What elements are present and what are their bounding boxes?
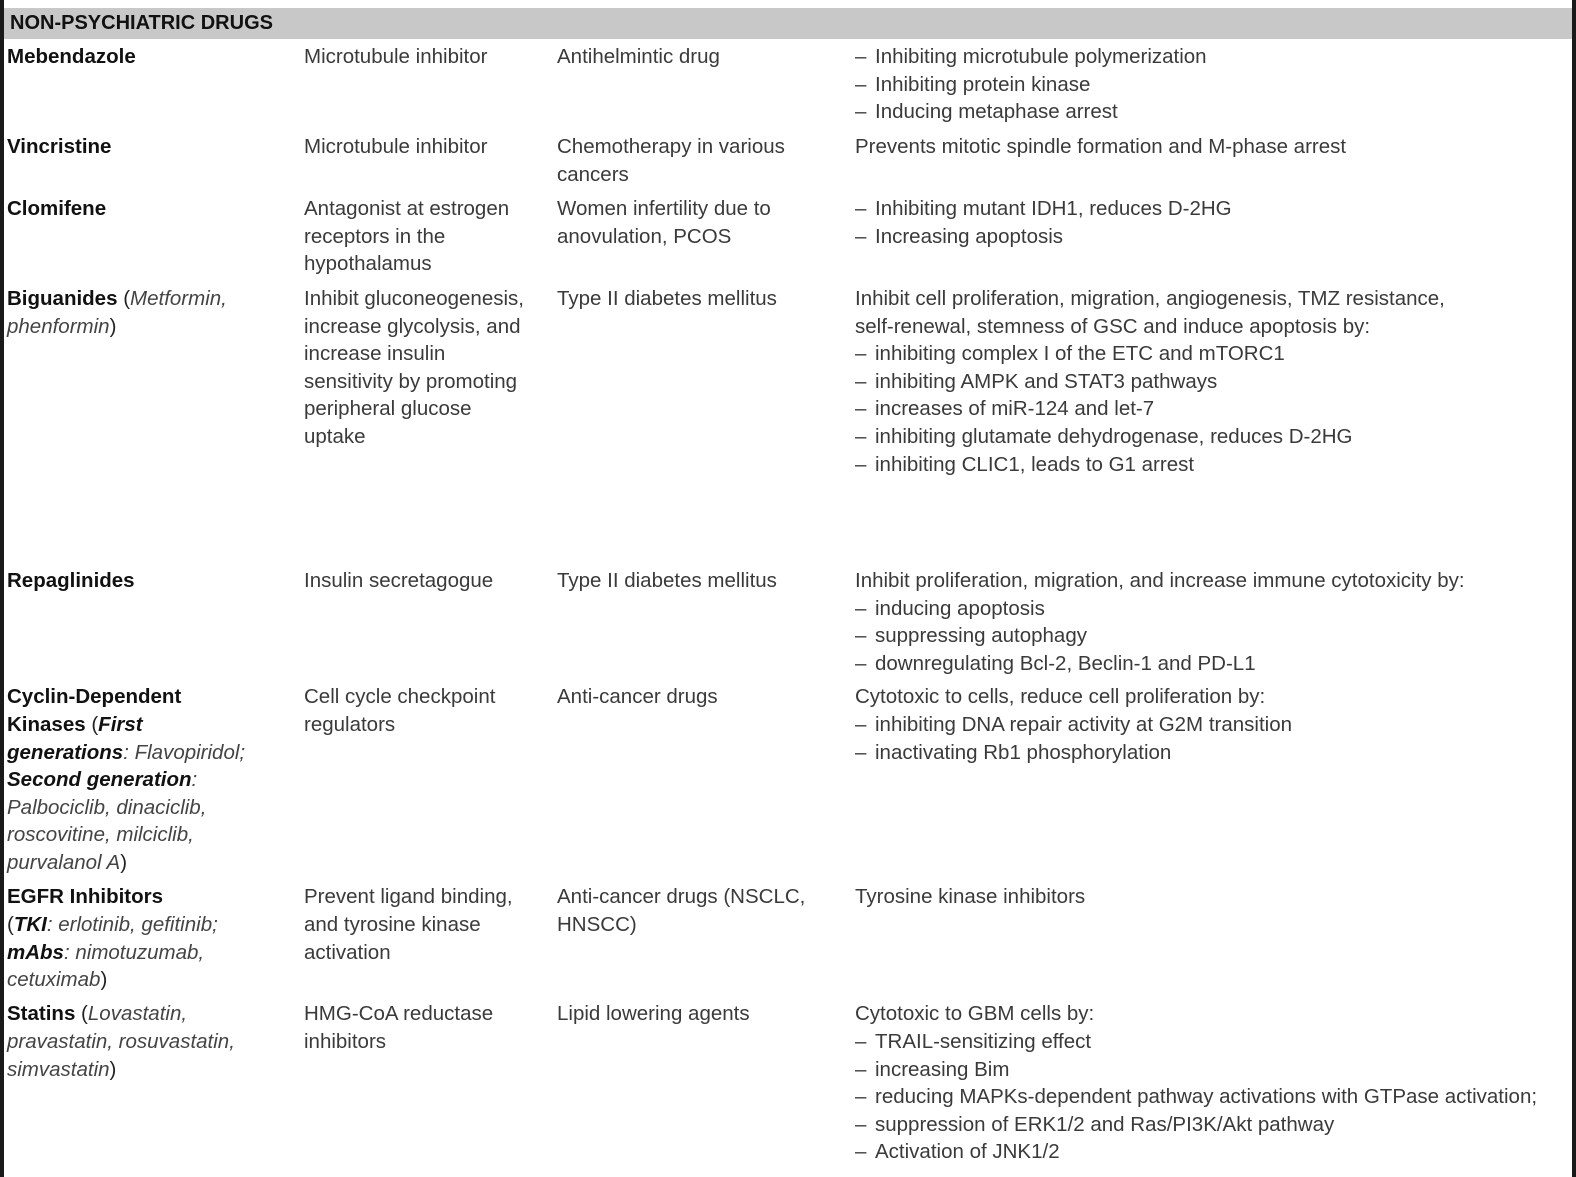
drug-name-bold: Statins xyxy=(7,1002,76,1026)
mechanism-intro: Cytotoxic to GBM cells by: xyxy=(855,1002,1095,1026)
table-row xyxy=(4,683,1570,883)
drug-use-cell xyxy=(554,195,852,285)
drug-use-cell xyxy=(554,883,852,1000)
drug-class-line: peripheral glucose xyxy=(304,397,472,421)
drug-name-line xyxy=(7,1056,301,1084)
drug-name-line xyxy=(7,939,301,967)
mechanism-item: – TRAIL-sensitizing effect xyxy=(855,1028,1570,1056)
drug-class-line: Microtubule inhibitor xyxy=(304,45,488,68)
drug-name-bold: Kinases xyxy=(7,712,86,736)
mechanism-intro: Tyrosine kinase inhibitors xyxy=(855,885,1086,909)
drug-name-italic: Lovastatin, xyxy=(87,1002,188,1026)
drug-name-bold-italic: Second generation xyxy=(7,768,192,792)
table-row xyxy=(4,1000,1570,1172)
mechanism-item: – increases of miR-124 and let-7 xyxy=(855,395,1570,423)
drug-name-bold: EGFR Inhibitors xyxy=(7,885,164,909)
drug-class-line: receptors in the xyxy=(304,224,446,248)
drug-name-bold-italic: generations xyxy=(7,740,124,764)
mechanism-list xyxy=(855,595,1570,678)
mechanism-item: – reducing MAPKs-dependent pathway activations with GTPase activation; xyxy=(855,1083,1570,1111)
drug-class-line: regulators xyxy=(304,712,396,736)
mechanism-list xyxy=(855,43,1570,126)
mechanism-list xyxy=(855,711,1570,766)
drug-class-cell xyxy=(301,567,554,683)
drug-class-cell xyxy=(301,133,554,195)
drug-class-line: Antagonist at estrogen xyxy=(304,197,510,220)
drug-class-cell xyxy=(301,883,554,1000)
drug-name-cell xyxy=(4,195,301,285)
drug-name-bold: Cyclin-Dependent xyxy=(7,685,182,709)
drug-name-line xyxy=(7,43,301,71)
drug-name-line xyxy=(7,133,301,161)
drug-class-cell xyxy=(301,195,554,285)
drug-name-cell xyxy=(4,1000,301,1172)
drug-use-cell xyxy=(554,43,852,133)
drug-use-cell xyxy=(554,567,852,683)
drug-class-line: hypothalamus xyxy=(304,252,432,276)
drug-name-italic: : nimotuzumab, xyxy=(63,940,205,964)
drug-name-italic: phenformin xyxy=(7,314,110,338)
drug-name-line xyxy=(7,1000,301,1028)
mechanism-item: – Inhibiting mutant IDH1, reduces D-2HG xyxy=(855,195,1570,223)
mechanism-item: – inducing apoptosis xyxy=(855,595,1570,623)
drug-name-line xyxy=(7,1028,301,1056)
drug-name-line xyxy=(7,195,301,223)
drug-table-body xyxy=(4,43,1570,1172)
drug-use-line: anovulation, PCOS xyxy=(557,224,732,248)
drug-class-cell xyxy=(301,43,554,133)
drug-name-cell xyxy=(4,285,301,567)
drug-name-line xyxy=(7,883,301,911)
drug-use-line: Anti-cancer drugs (NSCLC, xyxy=(557,885,806,909)
drug-name-line xyxy=(7,313,301,341)
drug-class-line: sensitivity by promoting xyxy=(304,369,518,393)
drug-name-italic: : erlotinib, gefitinib; xyxy=(46,912,218,936)
drug-name-cell xyxy=(4,883,301,1000)
mechanism-item: – Inhibiting protein kinase xyxy=(855,71,1570,99)
table-row xyxy=(4,195,1570,285)
drug-name-text: ) xyxy=(120,850,128,874)
drug-mechanism-cell xyxy=(852,883,1570,1000)
drug-class-line: activation xyxy=(304,940,391,964)
drug-mechanism-cell xyxy=(852,43,1570,133)
drug-name-line xyxy=(7,794,301,822)
drug-use-cell xyxy=(554,285,852,567)
drug-use-line: Type II diabetes mellitus xyxy=(557,287,777,310)
mechanism-item: – inhibiting CLIC1, leads to G1 arrest xyxy=(855,451,1570,479)
drug-name-bold: Repaglinides xyxy=(7,569,135,592)
mechanism-item: – Activation of JNK1/2 xyxy=(855,1138,1570,1166)
drug-name-italic: : Flavopiridol; xyxy=(123,740,246,764)
drug-name-text: ) xyxy=(109,1057,117,1081)
drug-use-line: HNSCC) xyxy=(557,912,637,936)
drug-name-text: ) xyxy=(100,968,108,992)
drug-name-text: ( xyxy=(117,287,131,310)
section-header: NON-PSYCHIATRIC DRUGS xyxy=(4,8,1572,39)
drug-use-line: Chemotherapy in various xyxy=(557,135,785,158)
drug-name-italic: : xyxy=(191,768,198,792)
table-row xyxy=(4,285,1570,567)
mechanism-list xyxy=(855,195,1570,250)
drug-name-line xyxy=(7,849,301,877)
table-row xyxy=(4,43,1570,133)
mechanism-list xyxy=(855,1028,1570,1166)
mechanism-item: – Inhibiting microtubule polymerization xyxy=(855,43,1570,71)
drug-use-cell xyxy=(554,683,852,883)
drug-name-italic: simvastatin xyxy=(7,1057,110,1081)
mechanism-item: – inhibiting DNA repair activity at G2M transition xyxy=(855,711,1570,739)
drug-class-line: increase insulin xyxy=(304,342,446,366)
drug-name-line xyxy=(7,766,301,794)
drug-mechanism-cell xyxy=(852,683,1570,883)
drug-class-line: Prevent ligand binding, xyxy=(304,885,513,909)
drug-class-line: increase glycolysis, and xyxy=(304,314,521,338)
table-row xyxy=(4,133,1570,195)
mechanism-item: – inhibiting AMPK and STAT3 pathways xyxy=(855,368,1570,396)
mechanism-item: – inhibiting glutamate dehydrogenase, reduces D-2HG xyxy=(855,423,1570,451)
mechanism-intro: Prevents mitotic spindle formation and M-phase arrest xyxy=(855,135,1347,158)
drug-mechanism-cell xyxy=(852,195,1570,285)
table-row xyxy=(4,567,1570,683)
mechanism-intro: Inhibit cell proliferation, migration, angiogenesis, TMZ resistance, xyxy=(855,287,1445,310)
drug-use-line: Anti-cancer drugs xyxy=(557,685,718,709)
drug-name-text: ( xyxy=(85,712,99,736)
drug-name-italic: cetuximab xyxy=(7,968,101,992)
drug-name-line xyxy=(7,711,301,739)
mechanism-item: – Increasing apoptosis xyxy=(855,223,1570,251)
drug-name-bold: Mebendazole xyxy=(7,45,136,68)
drug-name-cell xyxy=(4,133,301,195)
drug-name-bold: Clomifene xyxy=(7,197,107,220)
drug-class-line: and tyrosine kinase xyxy=(304,912,481,936)
drug-use-line: cancers xyxy=(557,162,629,186)
drug-class-line: uptake xyxy=(304,424,366,448)
drug-class-cell xyxy=(301,285,554,567)
drug-use-line: Lipid lowering agents xyxy=(557,1002,750,1026)
drug-class-line: inhibitors xyxy=(304,1029,387,1053)
mechanism-intro: Inhibit proliferation, migration, and increase immune cytotoxicity by: xyxy=(855,569,1465,592)
mechanism-item: – Inducing metaphase arrest xyxy=(855,98,1570,126)
mechanism-item: – increasing Bim xyxy=(855,1056,1570,1084)
drug-use-line: Antihelmintic drug xyxy=(557,45,720,68)
drug-name-text: ( xyxy=(75,1002,88,1026)
drug-class-line: Cell cycle checkpoint xyxy=(304,685,496,709)
drug-name-italic: purvalanol A xyxy=(7,850,121,874)
drug-mechanism-cell xyxy=(852,285,1570,567)
drug-name-cell xyxy=(4,567,301,683)
drug-class-line: Microtubule inhibitor xyxy=(304,135,488,158)
drug-table xyxy=(4,43,1570,1172)
mechanism-item: – downregulating Bcl-2, Beclin-1 and PD-L1 xyxy=(855,650,1570,678)
mechanism-item: – suppression of ERK1/2 and Ras/PI3K/Akt pathway xyxy=(855,1111,1570,1139)
drug-use-cell xyxy=(554,1000,852,1172)
drug-class-line: HMG-CoA reductase xyxy=(304,1002,494,1026)
mechanism-intro: self-renewal, stemness of GSC and induce apoptosis by: xyxy=(855,314,1371,338)
drug-name-bold-italic: TKI xyxy=(13,912,47,936)
drug-class-line: Insulin secretagogue xyxy=(304,569,494,592)
mechanism-intro: Cytotoxic to cells, reduce cell proliferation by: xyxy=(855,685,1266,709)
drug-name-line xyxy=(7,821,301,849)
mechanism-item: – inhibiting complex I of the ETC and mTORC1 xyxy=(855,340,1570,368)
drug-name-line xyxy=(7,739,301,767)
drug-name-cell xyxy=(4,43,301,133)
drug-mechanism-cell xyxy=(852,567,1570,683)
drug-name-bold: Biguanides xyxy=(7,287,118,310)
drug-mechanism-cell xyxy=(852,1000,1570,1172)
drug-name-bold: Vincristine xyxy=(7,135,112,158)
drug-name-italic: Palbociclib, dinaciclib, xyxy=(7,795,207,819)
drug-name-line xyxy=(7,911,301,939)
mechanism-list xyxy=(855,340,1570,478)
drug-name-text: ) xyxy=(109,314,117,338)
drug-use-line: Women infertility due to xyxy=(557,197,771,220)
drug-use-line: Type II diabetes mellitus xyxy=(557,569,777,592)
drug-name-bold-italic: mAbs xyxy=(7,940,64,964)
mechanism-item: – inactivating Rb1 phosphorylation xyxy=(855,739,1570,767)
drug-class-cell xyxy=(301,683,554,883)
drug-name-bold-italic: First xyxy=(98,712,143,736)
drug-name-line xyxy=(7,966,301,994)
drug-mechanism-cell xyxy=(852,133,1570,195)
drug-name-line xyxy=(7,567,301,595)
drug-name-cell xyxy=(4,683,301,883)
mechanism-item: – suppressing autophagy xyxy=(855,622,1570,650)
drug-use-cell xyxy=(554,133,852,195)
table-row xyxy=(4,883,1570,1000)
drug-name-italic: Metformin, xyxy=(130,287,227,310)
drug-class-cell xyxy=(301,1000,554,1172)
drug-name-line xyxy=(7,285,301,313)
drug-name-italic: roscovitine, milciclib, xyxy=(7,823,194,847)
drug-name-italic: pravastatin, rosuvastatin, xyxy=(7,1029,235,1053)
drug-class-line: Inhibit gluconeogenesis, xyxy=(304,287,524,310)
drug-name-text: ( xyxy=(7,912,14,936)
drug-name-line xyxy=(7,683,301,711)
